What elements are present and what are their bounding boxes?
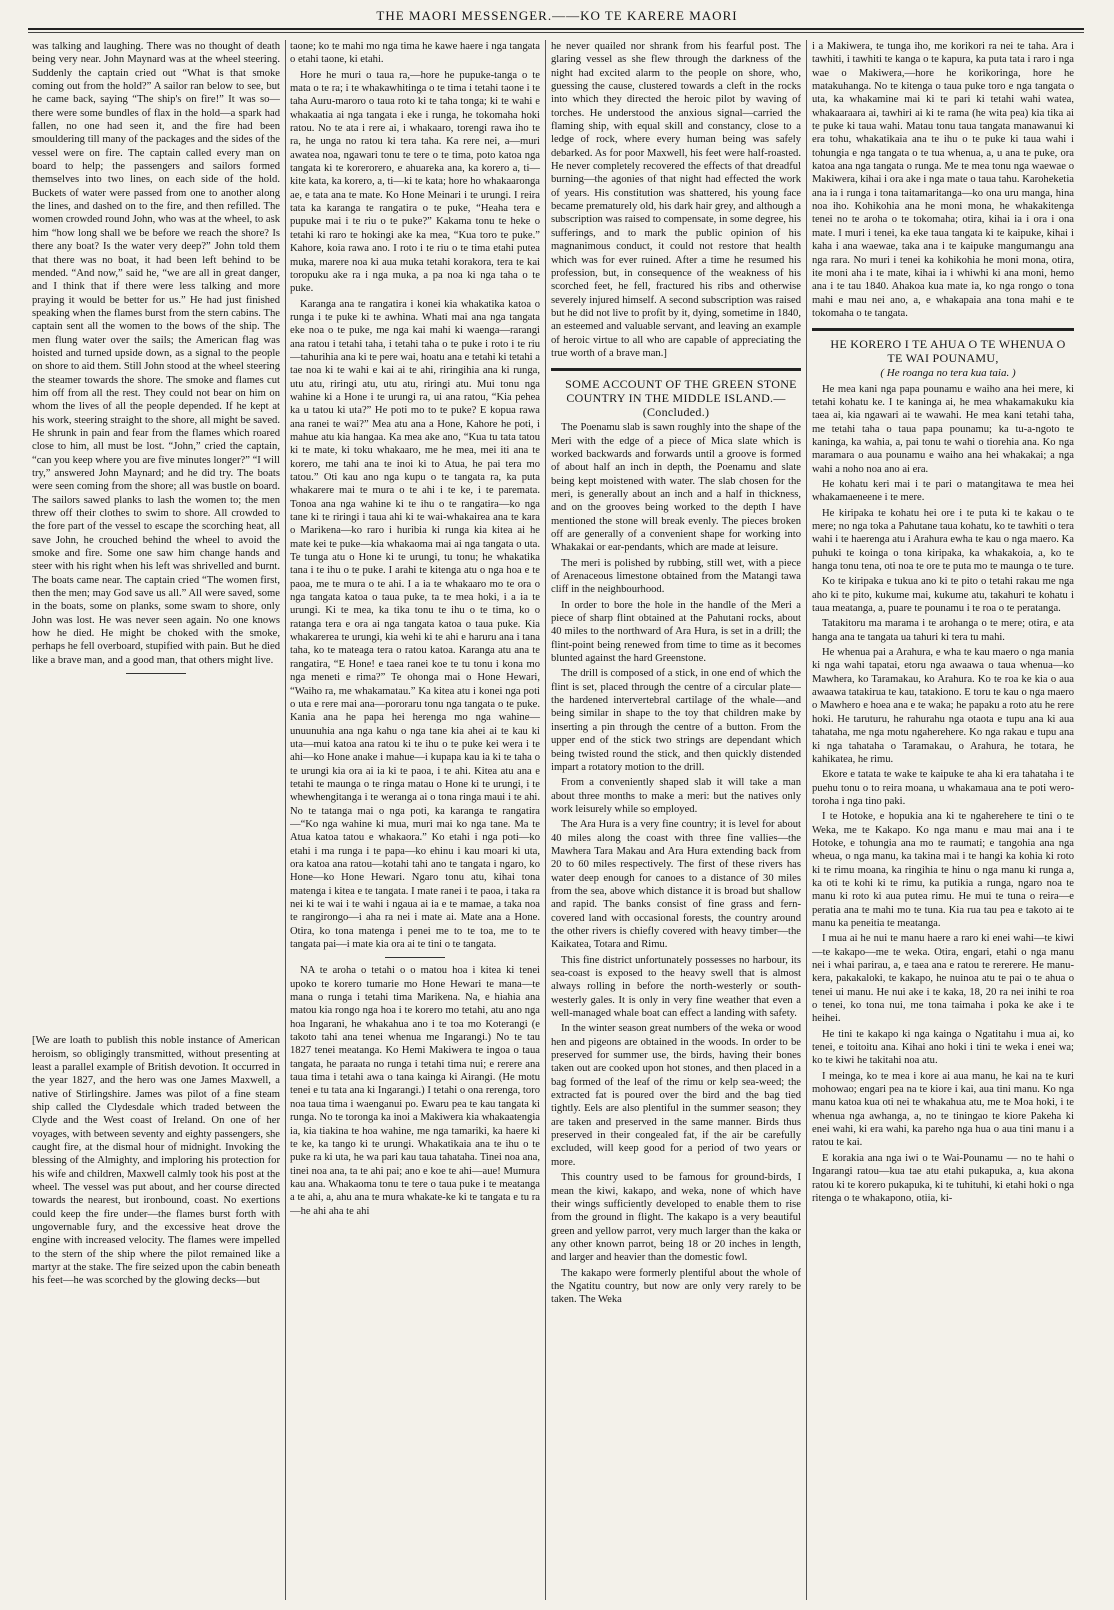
article-paragraph: This country used to be famous for ground-birds, I mean the kiwi, kakapo, and weka, none of which have their wings sufficiently developed to enable them to rise from the ground in flight. The kakapo is a very beautiful green and yellow parrot, very much larger than the kaka or any other known parrot, being 18 or 20 inches in length, and larger and heavier than the domestic fowl. xyxy=(551,1172,801,1264)
article-paragraph: The Ara Hura is a very fine country; it is level for about 40 miles along the coast with three fine vallies—the Mawhera Tara Makau and Ara Hura extending back from 20 to 60 miles respectively. The first of these rivers has water deep enough for canoes to a distance of 30 miles from the sea, above which distance it is broad but shallow and rapid. The banks consist of fine grass and fern-covered land with occasional forests, the country around the other rivers is chiefly covered with heavy timber—the Kaikatea, Totara and Rimu. xyxy=(551,819,801,951)
column-divider xyxy=(285,40,286,1600)
column-4 xyxy=(812,40,1074,1600)
masthead-rule xyxy=(28,28,1084,30)
article-paragraph: The drill is composed of a stick, in one end of which the flint is set, placed through the centre of a circular plate—the hardened intervertebral cartilage of the whale—and being similar in shape to the toy that children make by inserting a pin through the centre of a button. From the upper end of the stick two strings are dependant which being twisted round the stick, and then quickly distended impart a rotatory motion to the drill. xyxy=(551,668,801,773)
article-paragraph: In order to bore the hole in the handle of the Meri a piece of sharp flint obtained at the Pahutani rocks, about 40 miles to the northward of Ara Hura, is set in a drill; the flint-point being renewed from time to time as it becomes blunted against the hard Greenstone. xyxy=(551,599,801,665)
article-text: Karanga ana te rangatira i konei kia whakatika katoa o runga i te puke ki te awhina. Whati mai ana nga tangata eke noa o te puke, me nga kai mahi ki waenga—rarangi ana ratou i tetahi taha, i tetahi taha o te puke i roto i te riu—tahurihia ana ki te pere wai, hoatu ana e tetahi ki tetahi a tae noa ki te wahi e kai ai te ahi, riringihia ana ki runga, utu atu, riringi atu, utu atu, riringi atu. Mui tonu nga wahine ki a Hone i te urungi ra, ui ana ratou, “Kia pehea ka u tatou ki uta?” He poti mo to te puke? E kopua rawa ana ranei te wai?” Mea atu ana a Hone, Kahore he poti, i mahue atu kia hangaa. Ka mea ake ano, “Kua tu tata tatou ki te mate, ki toku whakaaro, me he mea, mei iti ana te korero, me tahi ana te inoi ki to Atua, he pai tera mo tatou.” Oti kau ano nga kupu o te tangata ra, ka puta whakarere mai te mura o te ahi i te ke, i te paremata. Tonoa ana nga wahine ki te ihu o te rangatira—ko nga tane ki te riringi i taua ahi ki te wai-whakairea ana te kara o Marikena—ko raro i huribia ki runga kia kitea ai he mate kei te puke—kia whakaoma mai ai nga tangata o uta. Te tunga atu o Hone ki te urungi, tu tonu; he whakatika tana i te ihu o te puke. I arahi te kitenga atu o nga hoa e te paoa, me te mura o te ahi. I a ia te whakaaro mo te ora o nga tangata katoa o taua puke, ta te mea hoki, i a ia te urungi. Ki te mea, ka tika tonu te ihu o te tima, ko o ratanga tera e ora ai nga tangata katoa o taua puke. Kia whakarerea te urungi, kia wehi ki te ahi e haruru ana i tana taha, ko te mateaga tera o ratou katoa. Karanga atu ana te rangatira, “E Hone! e taea ranei koe te tu tonu i kona mo nga meneti e rima?” Te ohonga mai o Hone Hewari, “Waiho ra, me whakamatau.” Ka kitea atu i konei nga poti o uta e rere mai ana—pororaru tonu nga tangata o te puke. Kania ana he papa hei herenga mo nga wahine—unuunuhia ana nga kahu o nga tane kia ahei ai te kau ki uta—mui katoa ana ratou ki te ihu o te puke kei wera i te ahi—ko Hone anake i mahue—i kupapa kau ia ki te taha o te urungi kia ora ai ia ki te paoa, i te ahi. Kitea atu ana e tetahi te maunga o te ringa matau o Hone ki te urungi, i te whewhengitanga i te weranga ai o tona ringa maui i te ahi. No te tatanga mai o nga poti, ka karanga te rangatira—“Ko nga wahine ki mua, muri mai ko nga tane. Ma te Atua katoa tatou e whakaora.” Ko etahi i nga poti—ko etahi i ma runga i te papa—ko ehinu i kau moari ki uta, ora katoa ana ratou—kotahi tahi ano te tangata i ngaro, ko Hone—ko Hone Hewari. Ngaro tonu atu, kihai tona matenga i kitea e te tangata. I mate ranei i te paoa, i taka ra nei ki te wai i te wahi i ngaua ai ia e te mamae, a taka noa te rangirongo—i aha ra nei i mate ai. Mate ana a Hone. Otira, ko tona matenga i penei me to te toa, me to te tangata pai—i mate kia ora ai te tini o te tangata. xyxy=(290,298,540,951)
column-3 xyxy=(551,40,801,1600)
column-2 xyxy=(290,40,540,1600)
article-text: i a Makiwera, te tunga iho, me korikori ra nei te taha. Ara i tawhiti, i tawhiti te kanga o te kapura, ka puta tata i raro i nga wae o Makiwera,—hore he korikoringa, hore he matakuhanga. No te kitenga o taua puke toro e nga tangata o uta, ka whakamine mai ki te pari ki tetahi wahi watea, whakaaraara ai, tawhiri ai ki te rama (he wita pea) kia tika ai te puke ki taua wahi. Matau tonu taua tangata manawanui ki era tohu, whakatikaia ana te ihu o te puke ki taua wahi i tohungia e nga tangata o te tua whenua, a, u ana te puke, ora katoa ana nga tangata o runga. Me te mea tonu nga waewae o Makiwera, kihai i ora ake i nga mate o taua tahu. Karoheketia ana ia i runga i tona taitamaritanga—ko ona uru manga, hina noa iho. Kohikohia ana he moni mona, he whakakitenga tenei no te aroha o te tokomaha; otira, kihai ia i ora i ona mate. I muri i tenei, ka eke taua tangata ki te kaipuke, kihai i kaha i ana waewae, taka ana i te kaipuke mangumangu ana nga rara. No muri i tenei ka kohikohia he moni mona, otira, ite moni aha i te mate, kihai ia i whiwhi ki ana moni, hemo ana i te tau 1840. Ahakoa kua mate ia, ko nga rongo o tona mahi e mau nei ano, a, e whakapaia ana tona mahi e te tokomaha o te tangata. xyxy=(812,41,1074,319)
article-paragraph: Ekore e tatata te wake te kaipuke te aha ki era tahataha i te puehu tonu o to reira moana, u whakamaua ana te poti wero-toroha i nga tino paki. xyxy=(812,769,1074,807)
editor-note-maori: NA te aroha o tetahi o o matou hoa i kitea ki tenei upoko te korero tumarie mo Hone Hewari te mana—te mana o runga i tetahi tima Marikena. Na, e hiahia ana matou kia rongo nga hoa i te korero mo tetahi, atu ano nga hoa Ingarani, he whakahua ano i te toa mo Koterangi (e takoto tahi ana tenei whenua me Ingarangi.) No te tau 1827 tenei meatanga. Ko Hemi Makiwera te ingoa o taua tangata, he paraata no runga i tetahi tima nui; e rerere ana taua tima i tetahi awa o tana kainga ki Airangi. (He motu tenei e tu tata ana ki Ingarangi.) I tetahi o ona rerenga, toro noa taua tima i waenganui po. Ewaru pea te kau tangata ki runga. No te toronga ka inoi a Makiwera kia whakaatengia ia, kia tiakina te hoa wahine, me nga tamariki, ka haere ki te ke, ka tango ki te urungi. Whakatikaia ana te ihu o te puke ra ki uta, he wa pari kau taua tahataha. Tinei noa ana, tinei noa ana, ta te ahi pai; ano e koe te ahi—aue! Mumura kau ana. Whakaoma tonu te tere o taua puke i te meatanga a te ahi, a, ahu ana te mura whakate-ke ki te tangata e tu ra—he ahi aha te ahi xyxy=(290,965,540,1217)
article-paragraph: Ko te kiripaka e tukua ano ki te pito o tetahi rakau me nga aho ki te pito, kukume mai, kukume atu, takahuri te kohatu i taua meatanga, a, puare te pounamu i te roa o te peratanga. xyxy=(812,576,1074,615)
section-separator xyxy=(126,673,186,674)
article-paragraph: He tini te kakapo ki nga kainga o Ngatitahu i mua ai, ko tenei, e toitoitu ana. Kihai ano hoki i tini te weka i enei wa; ko te kiwi he takitahi noa atu. xyxy=(812,1028,1074,1067)
article-subheading: ( He roanga no tera kua taia. ) xyxy=(880,367,1016,380)
article-heading: HE KORERO I TE AHUA O TE WHENUA O TE WAI POUNAMU, xyxy=(830,337,1066,366)
article-paragraph: The meri is polished by rubbing, still wet, with a piece of Arenaceous limestone obtained from the Matangi tawa cliff in the neighbourhood. xyxy=(551,557,801,596)
article-paragraph: Tatakitoru ma marama i te arohanga o te mere; otira, e ata hanga ana te tangata ua tahuri ki tera tu mahi. xyxy=(812,618,1074,643)
article-paragraph: The Poenamu slab is sawn roughly into the shape of the Meri with the edge of a piece of Mica slate which is worked backwards and forwards until a groove is formed of about half an inch in depth, the Poenamu and slate being kept moistened with water. The slab chosen for the meri, is generally about an inch and a half in thickness, and on the grooves being worked to the depth I have mentioned the stone will break evenly. The pieces broken off are generally of a convenient shape for working into Whakakai or ear-pendants, which are made at leisure. xyxy=(551,422,801,554)
article-text: Hore he muri o taua ra,—hore he pupuke-tanga o te mata o te ra; i te whakawhitinga o te tima i tetahi taone i te taha Auru-maroro o taua roto ki te taha tonga; ki te wahi e whakaatia ai nga tangata i eke i runga, he tokomaha hoki ratou. No te ata i rere ai, i whakaaro, torengi rawa iho te ra, he unga no ratou ki tera taha. Ka rere nei, a—muri awatea noa, ngawari tonu te tere o te tima, poto katoa nga tangata ki te korerorero, e ahuareka ana, ka korero a, ti—kite kata, ka korero, a, ti—ki te kata; hore ho whakaaronga ae, e tata ana te mate. Ko Hone Meinari i te urungi. I reira tata ka karanga te rangatira o te puke, “Heaha tera e pupuke mai i te riu o te puke?” Kakama tonu te heke o tetahi ki raro te hokingi ake ka mea, “Kua toro te puke.” Kahore, koia rawa ano. I roto i te riu o te tima etahi putea muka, marere noa ki aua muka tetahi korakora, tera te kai toropuku ake ra i nga muka, a pa noa ki nga taha o te puke. xyxy=(290,69,540,295)
article-paragraph: He kohatu keri mai i te pari o matangitawa te mea hei whakamaeneene i te mere. xyxy=(812,478,1074,504)
article-paragraph: He mea kani nga papa pounamu e waiho ana hei mere, ki tetahi kohatu ke. I te kaninga ai, he mea whakamakuku kia taea ai, kia ngawari ai te wawahi. He mea kani tetahi taha, me tetahi taha o taua papa pounamu; ka tu-a-ngoto te kaninga, ka wahia, a, pai tonu te wahi o tiorehia ana. Ko nga maramara o aua pounamu e waiho ana hei whakakai; a nga wahi a noho noa ano ai era. xyxy=(812,383,1074,475)
column-divider xyxy=(545,40,546,1600)
masthead-rule-thin xyxy=(28,32,1084,33)
article-paragraph: In the winter season great numbers of the weka or wood hen and pigeons are obtained in the woods. In order to be preserved for summer use, the birds, having their bones taken out are cooked upon hot stones, and then placed in a bag formed of the leaf of the rimu or kelp sea-weed; the extracted fat is poured over the bird and the bag tied tightly. Eels are also plentiful in the summer season; they are taken and preserved in the same manner. Birds thus preserved in their congealed fat, if the air be carefully excluded, will keep good for a period of two years or more. xyxy=(551,1023,801,1168)
article-paragraph: E korakia ana nga iwi o te Wai-Pounamu — no te hahi o Ingarangi ratou—kua tae atu etahi pukapuka, a, kua akona ratou ki te korero pukapuka, ki te tuhituhi, ki etahi hoki o nga ritenga o te whakapono, otiia, ki- xyxy=(812,1152,1074,1204)
article-paragraph: He whenua pai a Arahura, e wha te kau maero o nga mania ki nga wahi tapatai, etoru nga awaawa o taua whenua—ko Mawhera, ko Taramakau, ko Arahura. Ko te roa ke kia o aua awaawa tatakirua te kau, tatakiono. E toru te kau o nga maero o Mawhero e hoea ana e te waka; he papaku a roto atu he rere hoki. He taruturu, he rahurahu nga otaota e tupu ana ki aua tahataha, me nga motu ngaherehere. Ko nga rakau e tupu ana ki nga tahataha o Taramakau, o Arahura, he totara, he kahikatea, he rimu. xyxy=(812,647,1074,765)
section-separator xyxy=(385,957,445,958)
article-text: was talking and laughing. There was no thought of death being very near. John Maynard was at the wheel steering. Suddenly the captain cried out “What is that smoke coming out from the hold?” A sailor ran below to see, but he came back, saying “The ship's on fire!” It was so—there were some bundles of flax in the hold—a spark had fallen, no one had seen it, and the fire had been smouldering till many of the packages and the sides of the vessel were on fire. The captain called every man on board to help; the passengers and sailors formed themselves into two lines, on each side of the hold. Buckets of water were passed from one to another along the lines, and dashed on to the fire, and then refilled. The women crowded round John, who was at the wheel, to ask him “how long shall we be before we reach the shore? Is there any boat? Is the water very deep?” John told them that there was no boat, it had been left behind to be mended. “And now,” said he, “we are all in great danger, and I think that if there were less talking and more praying it would be better for us.” He had just finished speaking when the flames burst from the stern cabins. The captain sent all the women to the bows of the ship. The men flung water over the sails; the American flag was hoisted and turned upside down, as a signal to the people on shore to aid them. Still John stood at the wheel steering the steamer towards the shore. The smoke and flames cut him off from all the rest. They could not bear on him on whom the lives of all the people depended. If he kept at his work, steering straight to the shore, all might be saved. He shrunk in pain and fear from the flames which roared close to him, all must be lost. “John,” cried the captain, “can you keep where you are five minutes longer?” “I will try,” answered John Maynard; and he did try. The boats were seen coming from the shore; all was bustle on board. The sailors sawed planks to lash the women to; the men threw off their clothes to swim to shore. All crowded to the fore part of the vessel to escape the scorching heat, all save John, he crouched behind the wheel to avoid the smoke and fire. Some one saw him change hands and steer with his right when his left was shrivelled and burnt. The boats came near. The captain cried “The women first, then the men; may God save us all.” All were saved, some in the boats, some on planks, some swam to shore, only John was lost. He was never seen again. No one knows how he died. He might be choked with the smoke, perhaps he fell overboard, stupified with pain. But he died like a brave man, and a good man, that others might live. xyxy=(32,41,280,666)
section-rule xyxy=(812,328,1074,331)
column-1 xyxy=(32,40,280,1600)
article-heading: SOME ACCOUNT OF THE GREEN STONE COUNTRY IN THE MIDDLE ISLAND.—(Concluded.) xyxy=(565,377,797,420)
article-paragraph: From a conveniently shaped slab it will take a man about three months to make a meri: but the natives only work leisurely while so employed. xyxy=(551,777,801,815)
article-text: taone; ko te mahi mo nga tima he kawe haere i nga tangata o etahi taone, ki etahi. xyxy=(290,41,540,66)
article-paragraph: The kakapo were formerly plentiful about the whole of the Ngatitu country, but now are only very rarely to be taken. The Weka xyxy=(551,1267,801,1306)
article-paragraph: He kiripaka te kohatu hei ore i te puta ki te kakau o te mere; no nga toka a Pahutane taua kohatu, ko te tawhiti o tera wahi i te haerenga atu i Arahura ewha te kau o nga maero. Ka puhuki te koinga o tona kiripaka, ka whakakoia, a, ko te hanga tonu tena, oti noa te ore te puta mo te maunga o te ture. xyxy=(812,507,1074,573)
article-paragraph: I meinga, ko te mea i kore ai aua manu, he kai na te kuri mohowao; engari pea na te kiore i kai, aua tini manu. Ko nga manu katoa kua oti nei te whakahua atu, me te Moa hoki, i te whenua nga awhanga, a, no te tiningao te kiore Pakeha ki enei wahi, ki era wahi, ka pareho nga hua o aua tini manu i a ratou te kai. xyxy=(812,1070,1074,1149)
editor-note: [We are loath to publish this noble instance of American heroism, so obligingly transmitted, without presenting at least a parallel example of British devotion. It occurred in the year 1827, and the hero was one James Maxwell, a native of Stirlingshire. James was pilot of a fine steam ship called the Clydesdale which traded between the Clyde and the West coast of Ireland. On one of her voyages, with between seventy and eighty passengers, she caught fire, at the dismal hour of midnight. Invoking the blessing of the Almighty, and imploring his protection for his wife and children, Maxwell calmly took his post at the wheel. The vessel was put about, and her course directed towards the nearest, but ironbound, coast. No exertions could keep the fire under—the flames burst forth with ungovernable fury, and the excessive heat drove the engine with increased velocity. The flames were impelled to the stern of the ship where the pilot remained like a martyr at the stake. The fire seized upon the cabin beneath his feet—he was scorched by the glowing decks—but xyxy=(32,1035,280,1287)
article-paragraph: I te Hotoke, e hopukia ana ki te ngaherehere te tini o te Weka, me te Kakapo. Ko nga manu e mau mai ana i te Hotoke, e tohungia ana mo te raumati; e tangohia ana nga wheua, o nga manu, ka takina mai i te hangi ka kohia ki roto ki te rimu moana, ka ringihia te hinu o nga manu ki runga a, ka oti te kohi ki te rimu, ka putikia a runga, ngaro noa te manu ki roto ki aua putea rimu. He mui te tuna o reira—e peratia ana te mahi mo te tuna. Kia rua tau pea e takoto ai te manu ka peneitia te meatanga. xyxy=(812,811,1074,929)
masthead: THE MAORI MESSENGER.——KO TE KARERE MAORI xyxy=(376,8,738,23)
article-text: he never quailed nor shrank from his fearful post. The glaring vessel as she flew through the darkness of the night had excited alarm to the people on shore, who, guessing the cause, clustered towards a cleft in the rocks into which they directed the heroic pilot by waving of torches. He understood the anxious signal—carried the flaming ship, with equal skill and constancy, close to a ledge of rock, where every human being was safely debarked. As for poor Maxwell, his feet were half-roasted. He never completely recovered the effects of that dreadful burning—the agonies of that night had effected the work of years. His constitution was shattered, his young face became prematurely old, his dark hair grey, and although a subscription was raised to compensate, in some degree, his sufferings, and to mark the public opinion of his magnanimous conduct, it could not restore that health which was for ever ruined. After a time he resumed his profession, but, in consequence of the weakness of his scorched feet, he fell, fractured his ribs and otherwise severely injured himself. A second subscription was raised but he did not live to profit by it, dying, sometime in 1840, an esteemed and valuable servant, and leaving an example of heroic virtue to all who are capable of appreciating the true worth of a brave man.] xyxy=(551,41,801,359)
column-divider xyxy=(806,40,807,1600)
article-paragraph: I mua ai he nui te manu haere a raro ki enei wahi—te kiwi—te kakapo—me te weka. Otira, engari, etahi o nga manu nei i whai parirau, a, e taea ana e ratou te rererere. He manu-kera, pakakaloki, te kakapo, he nuinoa atu te pai o te ahua o tenei ui manu. He nui ake i te kaka, 18, 20 ra nei inihi te roa o tenei, ko tona nui, me tona taimaha i poka ke ake i te heihei. xyxy=(812,933,1074,1025)
article-paragraph: This fine district unfortunately possesses no harbour, its sea-coast is exposed to the heavy swell that is almost always rolling in before the north-westerly or south-westerly gales. It is only in very fine weather that even a well-managed whale boat can effect a landing with safety. xyxy=(551,954,801,1020)
section-rule xyxy=(551,368,801,371)
